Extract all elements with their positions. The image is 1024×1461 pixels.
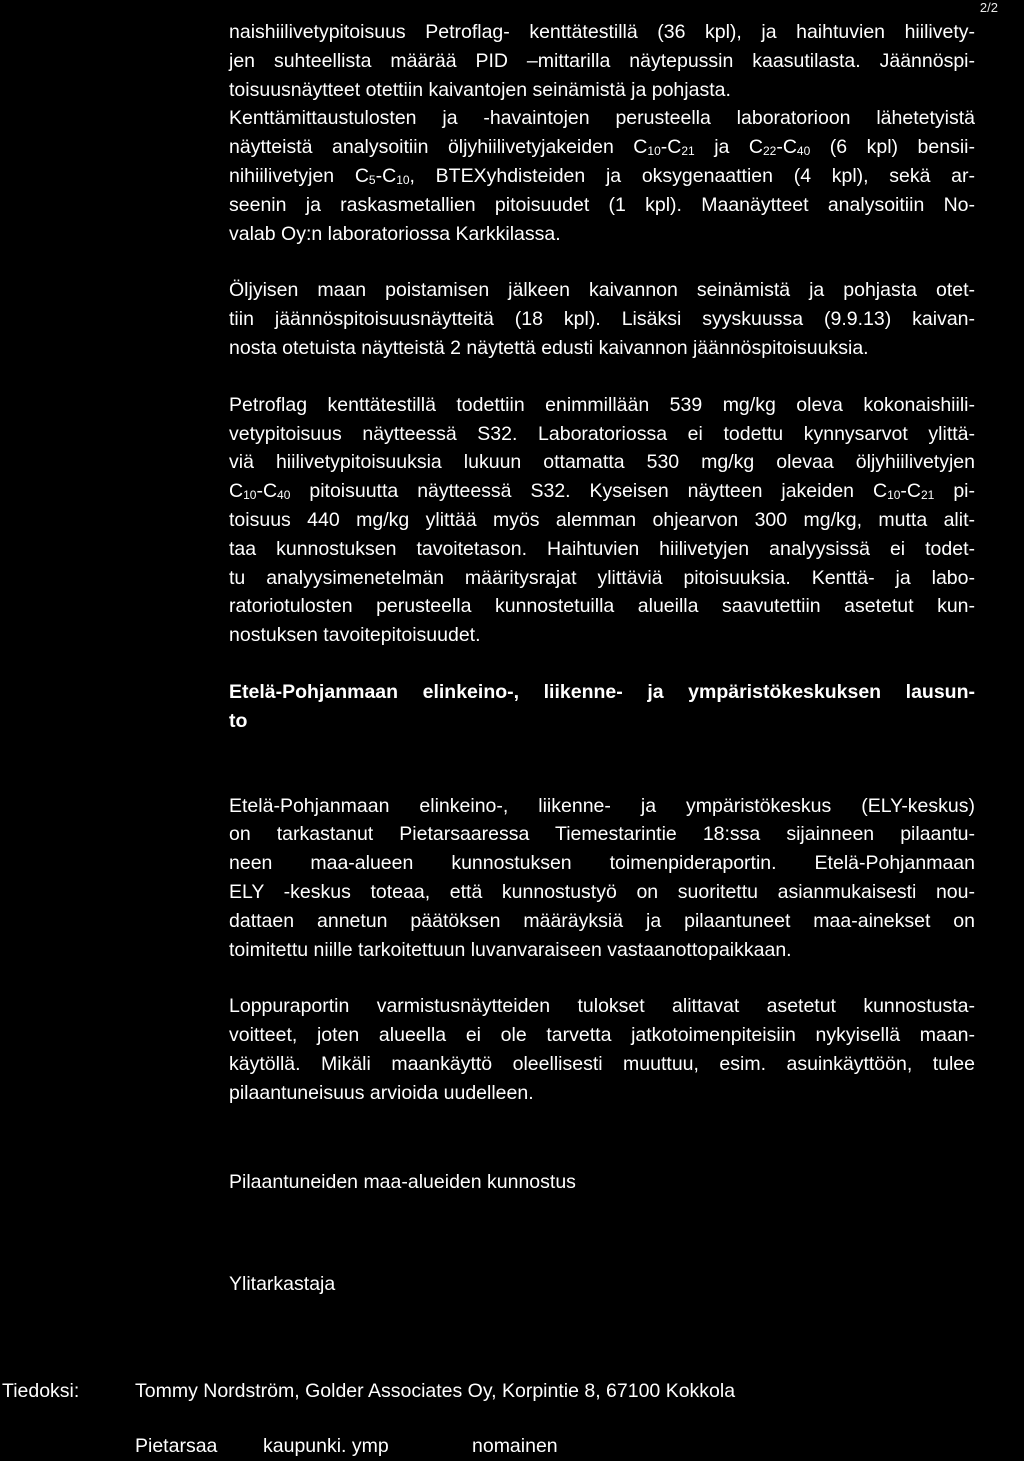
text-line: Öljyisen maan poistamisen jälkeen kaivannon seinämistä ja pohjasta otet- [229, 279, 975, 302]
paragraph-conclusion [229, 992, 975, 1107]
text-line: käytöllä. Mikäli maankäyttö oleellisesti muuttuu, esim. asuinkäyttöön, tulee [229, 1052, 975, 1075]
footer-recipient-cut-a: Pietarsaa [135, 1435, 218, 1457]
text-line: taa kunnostuksen tavoitetason. Haihtuvien hiilivetyjen analyysissä ei todet- [229, 537, 975, 560]
text-line: dattaen annetun päätöksen määräyksiä ja pilaantuneet maa-ainekset on [229, 909, 975, 932]
text-line: toimitettu niille tarkoitettuun luvanvaraiseen vastaanottopaikkaan. [229, 938, 792, 961]
text-line: pilaantuneisuus arvioida uudelleen. [229, 1081, 534, 1104]
text-line: ratoriotulosten perusteella kunnostetuilla alueilla saavutettiin asetetut kun- [229, 595, 975, 618]
paragraph-residual-samples [229, 276, 975, 362]
text-line: viä hiilivetypitoisuuksia lukuun ottamatta 530 mg/kg olevaa öljyhiilivetyjen [229, 451, 975, 474]
page-number: 2/2 [979, 0, 998, 15]
section-heading [229, 678, 975, 736]
heading-line: to [229, 709, 248, 732]
text-line: toisuusnäytteet otettiin kaivantojen seinämistä ja pohjasta. [229, 78, 731, 101]
text-line: seenin ja raskasmetallien pitoisuudet (1 kpl). Maanäytteet analysoitiin No- [229, 193, 975, 216]
footer-recipient-cut-c: nomainen [472, 1435, 558, 1457]
text-line: ELY -keskus toteaa, että kunnostustyö on suoritettu asianmukaisesti nou- [229, 880, 975, 903]
text-line: nostuksen tavoitepitoisuudet. [229, 624, 481, 647]
text-line: Petroflag kenttätestillä todettiin enimmillään 539 mg/kg oleva kokonaishiili- [229, 393, 975, 416]
text-line: toisuus 440 mg/kg ylittää myös alemman ohjearvon 300 mg/kg, mutta alit- [229, 508, 975, 531]
text-line: $C_{10}-C_{40}$ pitoisuutta näytteessä S32. Kyseisen näytteen jakeiden $C_{10}-C_{21}$ pi- [229, 480, 975, 503]
paragraph-sampling [229, 18, 975, 104]
footer-recipient: Tommy Nordström, Golder Associates Oy, Korpintie 8, 67100 Kokkola [135, 1380, 736, 1402]
text-line: näytteistä analysoitiin öljyhiilivetyjakeiden $C_{10}-C_{21}$ ja $C_{22}-C_{40}$ (6 kpl) bensii- [229, 136, 975, 159]
paragraph-results [229, 391, 975, 650]
text-line: nosta otetuista näytteistä 2 näytettä edusti kaivannon jäännöspitoisuuksia. [229, 336, 869, 359]
text-line: vetypitoisuus näytteessä S32. Laboratoriossa ei todettu kynnysarvot ylittä- [229, 422, 975, 445]
text-line: tu analyysimenetelmän määritysrajat ylittäviä pitoisuuksia. Kenttä- ja labo- [229, 566, 975, 589]
text-line: valab Oy:n laboratoriossa Karkkilassa. [229, 222, 561, 245]
text-line: neen maa-alueen kunnostuksen toimenpideraportin. Etelä-Pohjanmaan [229, 852, 975, 875]
text-line: jen suhteellista määrää PID –mittarilla näytepussin kaasutilasta. Jäännöspi- [229, 49, 975, 72]
paragraph-statement [229, 792, 975, 965]
text-line: on tarkastanut Pietarsaaressa Tiemestarintie 18:ssa sijainneen pilaantu- [229, 823, 975, 846]
text-line: voitteet, joten alueella ei ole tarvetta jatkotoimenpiteisiin nykyisellä maan- [229, 1024, 975, 1047]
signature-title: Ylitarkastaja [229, 1273, 336, 1295]
document-body [229, 18, 975, 1108]
paragraph-laboratory [229, 104, 975, 248]
signature-unit: Pilaantuneiden maa-alueiden kunnostus [229, 1171, 576, 1193]
text-line: Etelä-Pohjanmaan elinkeino-, liikenne- ja ympäristökeskus (ELY-keskus) [229, 794, 975, 817]
text-line: Loppuraportin varmistusnäytteiden tulokset alittavat asetetut kunnostusta- [229, 995, 975, 1018]
text-line: nihiilivetyjen $C_5-C_{10}$, BTEXyhdisteiden ja oksygenaattien (4 kpl), sekä ar- [229, 164, 975, 187]
footer-recipient-cut-b: kaupunki. ymp [263, 1435, 389, 1457]
text-line: tiin jäännöspitoisuusnäytteitä (18 kpl). Lisäksi syyskuussa (9.9.13) kaivan- [229, 308, 975, 331]
text-line: Kenttämittaustulosten ja -havaintojen perusteella laboratorioon lähetetyistä [229, 107, 975, 130]
heading-line: Etelä-Pohjanmaan elinkeino-, liikenne- ja ympäristökeskuksen lausun- [229, 680, 975, 703]
footer-label: Tiedoksi: [2, 1380, 80, 1402]
text-line: naishiilivetypitoisuus Petroflag- kenttätestillä (36 kpl), ja haihtuvien hiilivety- [229, 21, 975, 43]
